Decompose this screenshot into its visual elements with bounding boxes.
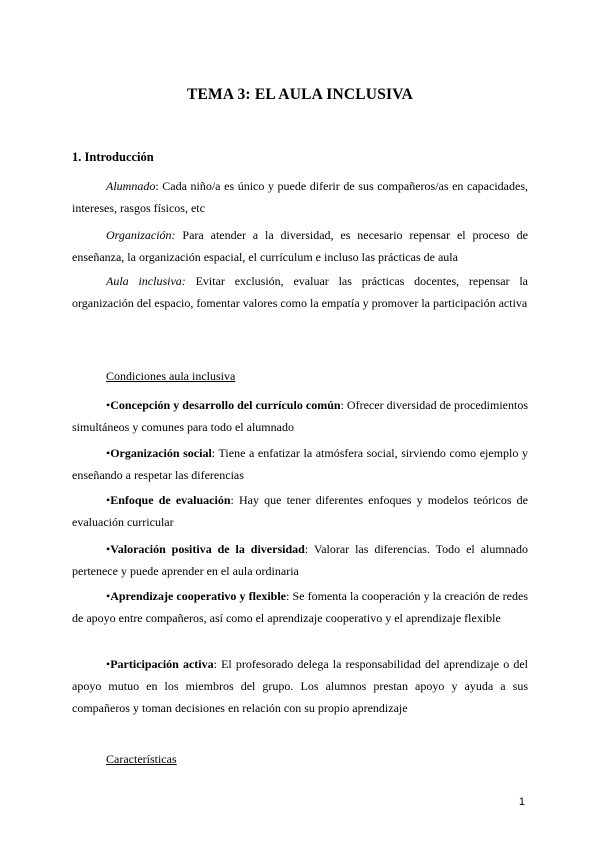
characteristics-heading: Características	[106, 752, 177, 766]
condition-item	[72, 394, 528, 438]
condition-item	[72, 489, 528, 533]
intro-text: Para atender a la diversidad, es necesario repensar el proceso de enseñanza, la organización espacial, el currículum e incluso las prácticas de aula	[72, 228, 528, 264]
intro-text: : Cada niño/a es único y puede diferir de sus compañeros/as en capacidades, intereses, rasgos físicos, etc	[72, 179, 528, 215]
condition-text: : Valorar las diferencias. Todo el alumnado pertenece y puede aprender en el aula ordinaria	[72, 542, 528, 578]
intro-term: Organización:	[106, 228, 176, 242]
condition-term: Organización social	[110, 446, 212, 460]
condition-item	[72, 442, 528, 486]
intro-paragraph-organizacion	[72, 224, 528, 268]
condition-text: : Hay que tener diferentes enfoques y modelos teóricos de evaluación curricular	[72, 493, 528, 529]
intro-paragraph-aula-inclusiva	[72, 270, 528, 314]
bullet: •	[106, 589, 111, 603]
section-heading: 1. Introducción	[72, 150, 154, 164]
condition-text: : Se fomenta la cooperación y la creación de redes de apoyo entre compañeros, así como el aprendizaje cooperativo y el aprendizaje flexible	[72, 589, 528, 625]
condition-item	[72, 585, 528, 629]
condition-term: Concepción y desarrollo del currículo común	[110, 398, 341, 412]
condition-text: : El profesorado delega la responsabilidad del aprendizaje o del apoyo mutuo en los miembros del grupo. Los alumnos prestan apoyo y ayuda a sus compañeros y toman decisiones en relación con su propio aprendizaje	[72, 657, 528, 715]
intro-term: Aula inclusiva:	[106, 274, 186, 288]
condition-text: : Tiene a enfatizar la atmósfera social, sirviendo como ejemplo y enseñando a respetar las diferencias	[72, 446, 528, 482]
bullet: •	[106, 493, 111, 507]
bullet: •	[106, 398, 111, 412]
condition-term: Aprendizaje cooperativo y flexible	[110, 589, 286, 603]
intro-term: Alumnado	[106, 179, 156, 193]
condition-text: : Ofrecer diversidad de procedimientos simultáneos y comunes para todo el alumnado	[72, 398, 528, 434]
document-title: TEMA 3: EL AULA INCLUSIVA	[186, 86, 414, 103]
bullet: •	[106, 446, 111, 460]
condition-term: Valoración positiva de la diversidad	[110, 542, 305, 556]
intro-text: Evitar exclusión, evaluar las prácticas docentes, repensar la organización del espacio, fomentar valores como la empatía y promover la participación activa	[72, 274, 528, 310]
conditions-heading: Condiciones aula inclusiva	[106, 369, 236, 383]
condition-item	[72, 538, 528, 582]
bullet: •	[106, 657, 111, 671]
page-number: 1	[518, 796, 525, 808]
intro-paragraph-alumnado	[72, 175, 528, 219]
condition-term: Participación activa	[110, 657, 214, 671]
condition-item	[72, 653, 528, 719]
condition-term: Enfoque de evaluación	[110, 493, 231, 507]
bullet: •	[106, 542, 111, 556]
